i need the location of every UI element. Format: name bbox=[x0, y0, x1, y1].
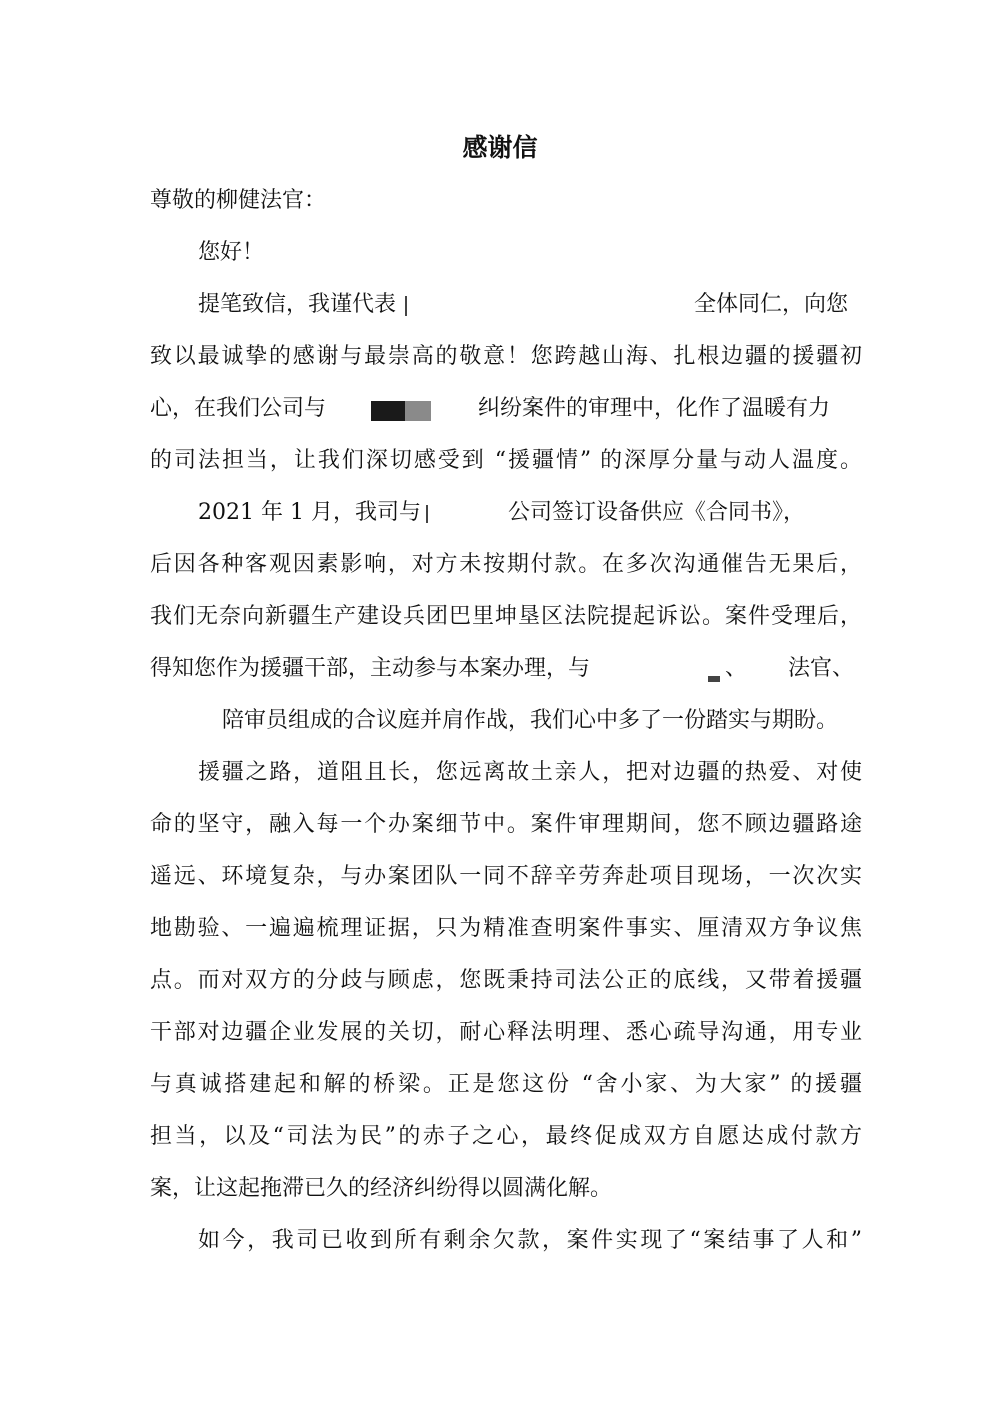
text-segment: 法官、 bbox=[788, 656, 855, 681]
text-segment: 得知您作为援疆干部，主动参与本案办理，与 bbox=[150, 656, 591, 681]
paragraph-2-line-3: 我们无奈向新疆生产建设兵团巴里坤垦区法院提起诉讼。案件受理后， bbox=[150, 604, 862, 629]
redaction-block bbox=[405, 401, 431, 421]
paragraph-3-line-6: 干部对边疆企业发展的关切，耐心释法明理、悉心疏导沟通，用专业 bbox=[150, 1020, 862, 1045]
text-segment: 心，在我们公司与 bbox=[150, 396, 327, 421]
paragraph-3-line-5: 点。而对双方的分歧与顾虑，您既秉持司法公正的底线，又带着援疆 bbox=[150, 968, 862, 993]
paragraph-3-line-1: 援疆之路，道阻且长，您远离故土亲人，把对边疆的热爱、对使 bbox=[198, 760, 862, 785]
paragraph-1-line-1 bbox=[198, 285, 862, 325]
text-segment: 2021 年 1 月，我司与 bbox=[198, 500, 421, 525]
paragraph-3-line-2: 命的坚守，融入每一个办案细节中。案件审理期间，您不顾边疆路途 bbox=[150, 812, 862, 837]
greeting: 您好！ bbox=[198, 240, 265, 265]
text-segment: 公司签订设备供应《合同书》， bbox=[508, 500, 806, 525]
paragraph-1-line-4: 的司法担当，让我们深切感受到 “援疆情” 的深厚分量与动人温度。 bbox=[150, 448, 862, 473]
text-segment: 纠纷案件的审理中，化作了温暖有力 bbox=[478, 396, 831, 421]
redaction-mark bbox=[426, 505, 428, 523]
paragraph-2-line-5 bbox=[150, 701, 862, 741]
text-segment: 提笔致信，我谨代表 bbox=[198, 292, 397, 317]
paragraph-1-line-3 bbox=[150, 389, 862, 429]
paragraph-3-line-8: 担当，以及“司法为民”的赤子之心，最终促成双方自愿达成付款方 bbox=[150, 1124, 862, 1149]
paragraph-3-line-3: 遥远、环境复杂，与办案团队一同不辞辛劳奔赴项目现场，一次次实 bbox=[150, 864, 862, 889]
paragraph-3-line-7: 与真诚搭建起和解的桥梁。正是您这份 “舍小家、为大家” 的援疆 bbox=[150, 1072, 862, 1097]
text-segment: 、 bbox=[725, 656, 748, 681]
paragraph-3-line-9: 案，让这起拖滞已久的经济纠纷得以圆满化解。 bbox=[150, 1176, 613, 1201]
letter-title: 感谢信 bbox=[462, 133, 538, 162]
salutation: 尊敬的柳健法官： bbox=[150, 188, 327, 213]
text-segment: 陪审员组成的合议庭并肩作战，我们心中多了一份踏实与期盼。 bbox=[222, 708, 839, 733]
redaction-mark bbox=[405, 296, 407, 316]
paragraph-2-line-2: 后因各种客观因素影响，对方未按期付款。在多次沟通催告无果后， bbox=[150, 552, 862, 577]
paragraph-2-line-1 bbox=[198, 493, 862, 533]
redaction-block bbox=[371, 401, 405, 421]
paragraph-1-line-2: 致以最诚挚的感谢与最崇高的敬意！您跨越山海、扎根边疆的援疆初 bbox=[150, 344, 862, 369]
paragraph-2-line-4 bbox=[150, 649, 862, 689]
redaction-mark bbox=[708, 676, 720, 682]
paragraph-3-line-4: 地勘验、一遍遍梳理证据，只为精准查明案件事实、厘清双方争议焦 bbox=[150, 916, 862, 941]
paragraph-4-line-1: 如今，我司已收到所有剩余欠款，案件实现了“案结事了人和” bbox=[198, 1228, 862, 1253]
text-segment: 全体同仁，向您 bbox=[694, 292, 849, 317]
